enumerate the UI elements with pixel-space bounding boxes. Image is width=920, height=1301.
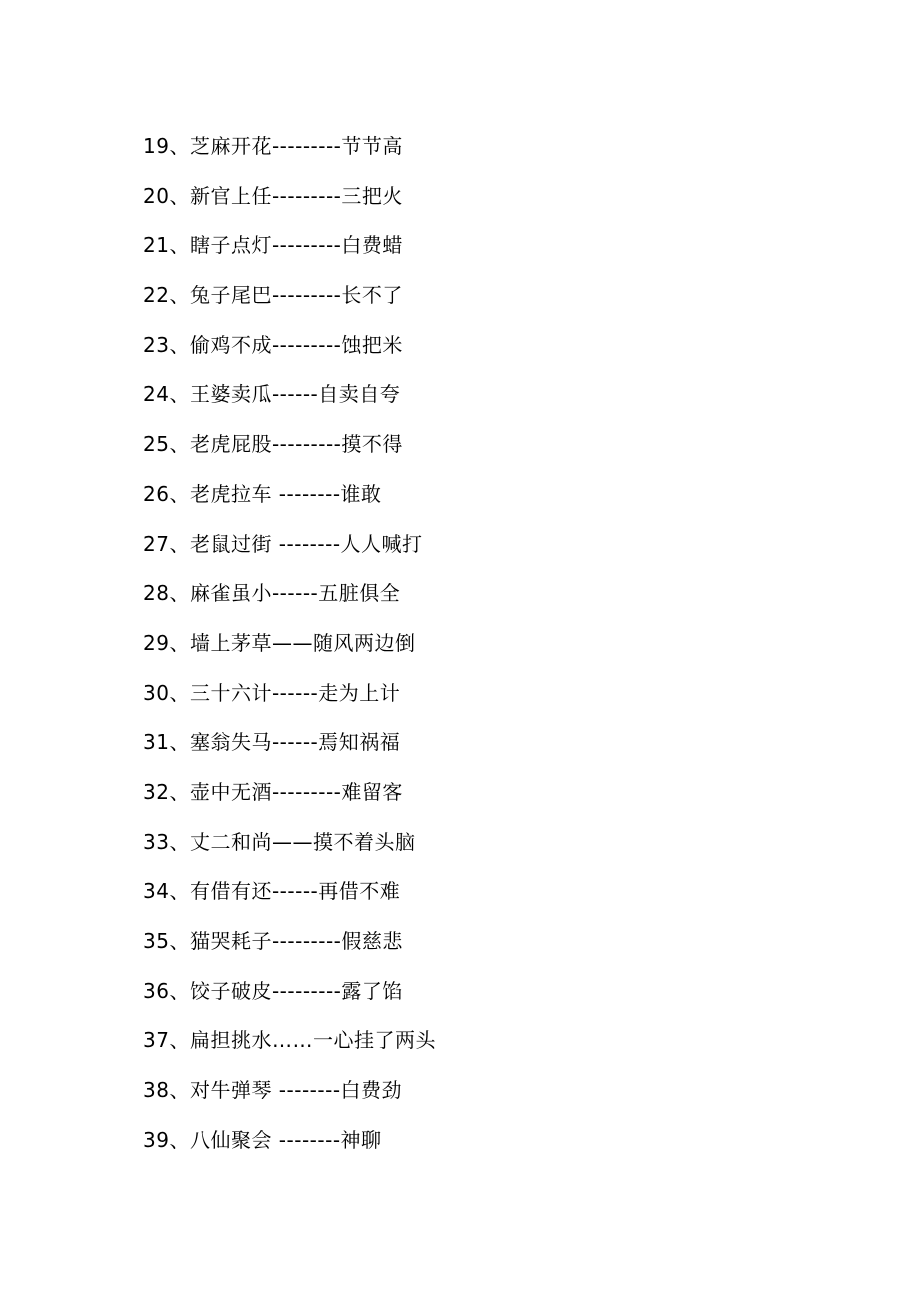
list-item-text: 38、对牛弹琴 --------白费劲 xyxy=(143,1078,403,1103)
list-item-text: 26、老虎拉车 --------谁敢 xyxy=(143,481,382,506)
list-item xyxy=(143,178,436,228)
list-item-text: 31、塞翁失马------焉知祸福 xyxy=(143,730,401,755)
list-item-text: 36、饺子破皮---------露了馅 xyxy=(143,978,403,1003)
list-item xyxy=(143,376,436,426)
list-item xyxy=(143,824,436,874)
list-item xyxy=(143,774,436,824)
list-item xyxy=(143,1122,436,1172)
list-item xyxy=(143,476,436,526)
list-item-text: 25、老虎屁股---------摸不得 xyxy=(143,432,403,457)
list-item-text: 22、兔子尾巴---------长不了 xyxy=(143,283,403,308)
xiehouyu-list xyxy=(143,128,436,1171)
list-item xyxy=(143,923,436,973)
list-item xyxy=(143,724,436,774)
list-item-text: 21、瞎子点灯---------白费蜡 xyxy=(143,233,403,258)
list-item xyxy=(143,873,436,923)
list-item xyxy=(143,526,436,576)
list-item-text: 24、王婆卖瓜------自卖自夸 xyxy=(143,382,401,407)
list-item-text: 35、猫哭耗子---------假慈悲 xyxy=(143,929,403,953)
list-item-text: 30、三十六计------走为上计 xyxy=(143,680,401,705)
list-item-text: 29、墙上茅草——随风两边倒 xyxy=(143,630,416,655)
list-item xyxy=(143,1022,436,1072)
list-item xyxy=(143,973,436,1023)
list-item xyxy=(143,575,436,625)
list-item-text: 37、扁担挑水……一心挂了两头 xyxy=(143,1028,436,1053)
list-item xyxy=(143,128,436,178)
list-item-text: 27、老鼠过街 --------人人喊打 xyxy=(143,531,423,556)
list-item-text: 19、芝麻开花---------节节高 xyxy=(143,134,403,158)
list-item-text: 23、偷鸡不成---------蚀把米 xyxy=(143,332,403,357)
list-item xyxy=(143,426,436,476)
list-item xyxy=(143,675,436,725)
list-item-text: 20、新官上任---------三把火 xyxy=(143,183,403,208)
list-item-text: 34、有借有还------再借不难 xyxy=(143,879,401,904)
list-item xyxy=(143,625,436,675)
list-item xyxy=(143,327,436,377)
list-item xyxy=(143,1072,436,1122)
list-item-text: 32、壶中无酒---------难留客 xyxy=(143,779,403,804)
list-item-text: 28、麻雀虽小------五脏俱全 xyxy=(143,581,401,606)
list-item-text: 33、丈二和尚——摸不着头脑 xyxy=(143,829,416,854)
list-item xyxy=(143,227,436,277)
list-item xyxy=(143,277,436,327)
list-item-text: 39、八仙聚会 --------神聊 xyxy=(143,1127,382,1152)
